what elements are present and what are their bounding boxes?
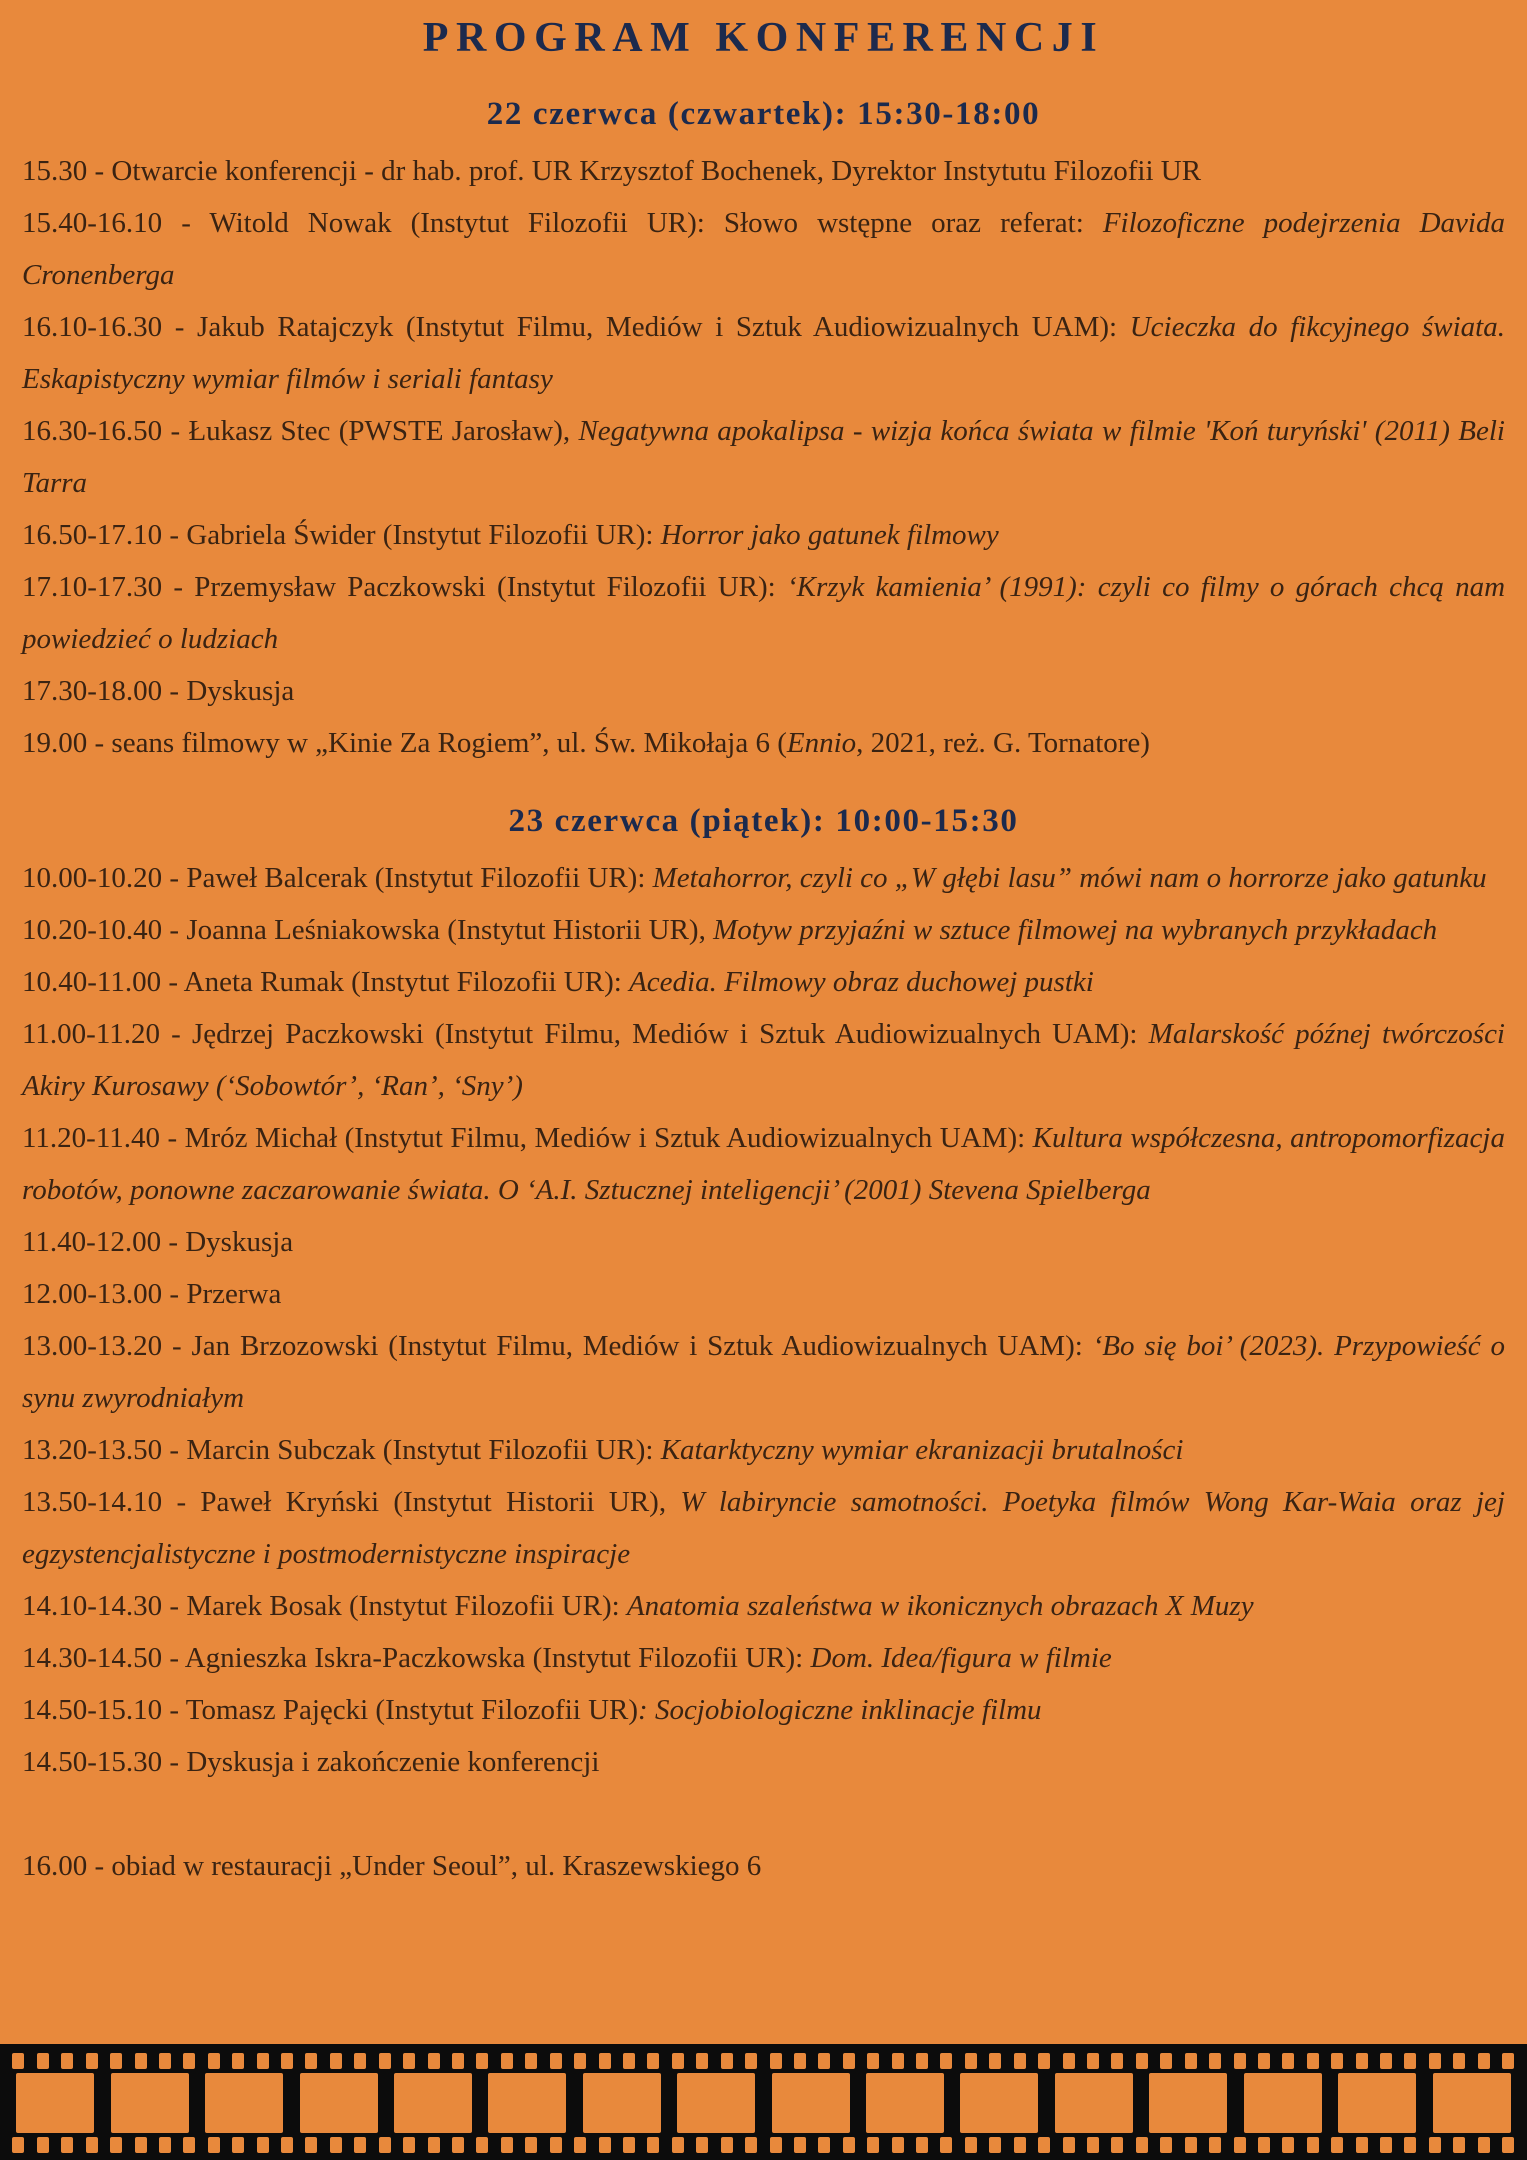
film-frames — [0, 2073, 1527, 2133]
film-sprocket-hole — [1502, 2053, 1514, 2069]
program-entry — [22, 1268, 1505, 1320]
entry-regular-text: 11.40-12.00 - Dyskusja — [22, 1226, 294, 1258]
entry-regular-text: 17.10-17.30 - Przemysław Paczkowski (Instytut Filozofii UR): — [22, 571, 787, 603]
film-sprocket-hole — [379, 2053, 391, 2069]
film-frame — [300, 2073, 378, 2133]
film-sprocket-hole — [501, 2053, 513, 2069]
entry-title-text: Kultura współczesna, antropomorfizacja robotów, ponowne zaczarowanie świata. O ‘A.I. Sztucznej inteligencji’ (2001) Stevena Spielberga — [22, 1122, 1505, 1206]
film-sprocket-hole — [1160, 2053, 1172, 2069]
film-sprocket-hole — [1478, 2053, 1490, 2069]
film-sprocket-hole — [647, 2053, 659, 2069]
entry-regular-text: 11.20-11.40 - Mróz Michał (Instytut Filmu, Mediów i Sztuk Audiowizualnych UAM): — [22, 1122, 1033, 1154]
film-sprocket-hole — [818, 2137, 830, 2153]
day-section-friday — [22, 769, 1505, 1788]
program-entry — [22, 1112, 1505, 1216]
day-heading-friday: 23 czerwca (piątek): 10:00-15:30 — [508, 803, 1019, 839]
film-sprocket-hole — [892, 2137, 904, 2153]
film-sprocket-hole — [892, 2053, 904, 2069]
film-sprocket-hole — [379, 2137, 391, 2153]
program-entry — [22, 717, 1505, 769]
film-sprocket-hole — [1038, 2053, 1050, 2069]
film-sprocket-hole — [623, 2053, 635, 2069]
film-sprocket-hole — [403, 2053, 415, 2069]
film-sprocket-hole — [1282, 2137, 1294, 2153]
film-sprocket-hole — [12, 2053, 24, 2069]
film-sprocket-hole — [770, 2137, 782, 2153]
program-entry — [22, 1216, 1505, 1268]
film-sprocket-hole — [1404, 2053, 1416, 2069]
film-sprocket-hole — [12, 2137, 24, 2153]
film-frame — [1244, 2073, 1322, 2133]
entry-regular-text: 10.40-11.00 - Aneta Rumak (Instytut Filozofii UR): — [22, 966, 630, 998]
film-frame — [960, 2073, 1038, 2133]
film-sprocket-hole — [1380, 2137, 1392, 2153]
entry-title-text: Ennio — [786, 727, 857, 759]
film-sprocket-hole — [1111, 2137, 1123, 2153]
entry-regular-text: 11.00-11.20 - Jędrzej Paczkowski (Instytut Filmu, Mediów i Sztuk Audiowizualnych UAM): — [22, 1018, 1149, 1050]
film-frame — [1338, 2073, 1416, 2133]
film-sprocket-hole — [257, 2053, 269, 2069]
film-sprocket-hole — [1331, 2137, 1343, 2153]
film-sprocket-hole — [794, 2137, 806, 2153]
film-sprocket-hole — [1453, 2137, 1465, 2153]
entry-regular-text: 13.50-14.10 - Paweł Kryński (Instytut Historii UR), — [22, 1486, 681, 1518]
entry-title-text: ‘Bo się boi’ (2023). Przypowieść o synu zwyrodniałym — [22, 1330, 1505, 1414]
film-sprocket-hole — [721, 2137, 733, 2153]
film-sprocket-hole — [1111, 2053, 1123, 2069]
schedule-list-friday — [22, 852, 1505, 1788]
film-sprocket-hole — [476, 2137, 488, 2153]
entry-regular-text: 14.50-15.30 - Dyskusja i zakończenie konferencji — [22, 1746, 600, 1778]
program-entry — [22, 1476, 1505, 1580]
entry-regular-text: 15.30 - Otwarcie konferencji - dr hab. prof. UR Krzysztof Bochenek, Dyrektor Instytutu Filozofii UR — [22, 155, 1202, 187]
program-entry — [22, 1632, 1505, 1684]
film-sprocket-hole — [330, 2137, 342, 2153]
film-sprocket-hole — [867, 2137, 879, 2153]
film-sprocket-hole — [574, 2137, 586, 2153]
film-sprocket-hole — [1331, 2053, 1343, 2069]
film-sprocket-hole — [745, 2053, 757, 2069]
film-sprocket-hole — [452, 2137, 464, 2153]
program-entry — [22, 904, 1505, 956]
film-sprocket-hole — [721, 2053, 733, 2069]
film-sprocket-hole — [989, 2053, 1001, 2069]
film-sprocket-hole — [1136, 2137, 1148, 2153]
film-sprocket-hole — [599, 2053, 611, 2069]
film-sprocket-hole — [1478, 2137, 1490, 2153]
entry-regular-text: 14.30-14.50 - Agnieszka Iskra-Paczkowska (Instytut Filozofii UR): — [22, 1642, 811, 1674]
film-sprockets-top — [0, 2053, 1527, 2069]
film-sprocket-hole — [257, 2137, 269, 2153]
film-sprocket-hole — [1160, 2137, 1172, 2153]
film-sprocket-hole — [428, 2053, 440, 2069]
film-frame — [16, 2073, 94, 2133]
entry-regular-text: 19.00 - seans filmowy w „Kinie Za Rogiem”, ul. Św. Mikołaja 6 ( — [22, 727, 787, 759]
film-sprocket-hole — [1038, 2137, 1050, 2153]
film-sprocket-hole — [745, 2137, 757, 2153]
film-sprocket-hole — [183, 2053, 195, 2069]
film-sprocket-hole — [428, 2137, 440, 2153]
day-section-thursday — [22, 62, 1505, 769]
film-sprocket-hole — [1453, 2053, 1465, 2069]
film-sprocket-hole — [1063, 2137, 1075, 2153]
film-sprocket-hole — [1429, 2137, 1441, 2153]
film-sprocket-hole — [1209, 2053, 1221, 2069]
film-frame — [1055, 2073, 1133, 2133]
entry-title-text: Filozoficzne podejrzenia Davida Cronenberga — [22, 207, 1505, 291]
film-sprocket-hole — [281, 2053, 293, 2069]
film-sprocket-hole — [135, 2053, 147, 2069]
film-sprockets-bottom — [0, 2137, 1527, 2153]
film-sprocket-hole — [647, 2137, 659, 2153]
entry-title-text: Metahorror, czyli co „W głębi lasu” mówi nam o horrorze jako gatunku — [652, 862, 1487, 894]
film-frame — [772, 2073, 850, 2133]
film-sprocket-hole — [965, 2053, 977, 2069]
film-sprocket-hole — [550, 2137, 562, 2153]
film-frame — [1149, 2073, 1227, 2133]
entry-regular-text: 13.00-13.20 - Jan Brzozowski (Instytut Filmu, Mediów i Sztuk Audiowizualnych UAM): — [22, 1330, 1093, 1362]
film-sprocket-hole — [1356, 2137, 1368, 2153]
film-sprocket-hole — [183, 2137, 195, 2153]
program-entry — [22, 561, 1505, 665]
film-frame — [1433, 2073, 1511, 2133]
entry-title-text: Negatywna apokalipsa - wizja końca świata w filmie 'Koń turyński' (2011) Beli Tarra — [22, 415, 1505, 499]
film-sprocket-hole — [794, 2053, 806, 2069]
film-sprocket-hole — [159, 2053, 171, 2069]
film-sprocket-hole — [37, 2137, 49, 2153]
film-frame — [677, 2073, 755, 2133]
film-sprocket-hole — [696, 2053, 708, 2069]
program-entry — [22, 665, 1505, 717]
film-sprocket-hole — [818, 2053, 830, 2069]
film-sprocket-hole — [989, 2137, 1001, 2153]
film-sprocket-hole — [159, 2137, 171, 2153]
film-sprocket-hole — [354, 2053, 366, 2069]
entry-title-text: Motyw przyjaźni w sztuce filmowej na wybranych przykładach — [713, 914, 1438, 946]
entry-title-text: : Socjobiologiczne inklinacje filmu — [638, 1694, 1042, 1726]
film-frame — [205, 2073, 283, 2133]
film-sprocket-hole — [330, 2053, 342, 2069]
film-sprocket-hole — [232, 2137, 244, 2153]
film-sprocket-hole — [1356, 2053, 1368, 2069]
film-sprocket-hole — [525, 2137, 537, 2153]
film-sprocket-hole — [1307, 2137, 1319, 2153]
film-sprocket-hole — [61, 2137, 73, 2153]
entry-title-text: Horror jako gatunek filmowy — [660, 519, 999, 551]
entry-title-text: Acedia. Filmowy obraz duchowej pustki — [629, 966, 1094, 998]
page-title: PROGRAM KONFERENCJI — [422, 15, 1105, 61]
film-sprocket-hole — [525, 2053, 537, 2069]
film-sprocket-hole — [843, 2137, 855, 2153]
film-sprocket-hole — [1087, 2053, 1099, 2069]
entry-regular-text: 12.00-13.00 - Przerwa — [22, 1278, 282, 1310]
film-sprocket-hole — [110, 2053, 122, 2069]
film-sprocket-hole — [1185, 2053, 1197, 2069]
film-sprocket-hole — [452, 2053, 464, 2069]
film-sprocket-hole — [916, 2137, 928, 2153]
film-sprocket-hole — [1014, 2053, 1026, 2069]
entry-title-text: Dom. Idea/figura w filmie — [810, 1642, 1112, 1674]
entry-regular-text: 17.30-18.00 - Dyskusja — [22, 675, 295, 707]
film-frame — [111, 2073, 189, 2133]
program-entry — [22, 301, 1505, 405]
program-entry — [22, 1684, 1505, 1736]
entry-title-text: Ucieczka do fikcyjnego świata. Eskapistyczny wymiar filmów i seriali fantasy — [22, 311, 1505, 395]
film-sprocket-hole — [1209, 2137, 1221, 2153]
entry-title-text: Katarktyczny wymiar ekranizacji brutalności — [660, 1434, 1184, 1466]
film-sprocket-hole — [1234, 2053, 1246, 2069]
entry-regular-text: 16.30-16.50 - Łukasz Stec (PWSTE Jarosław), — [22, 415, 579, 447]
film-sprocket-hole — [696, 2137, 708, 2153]
entry-regular-text: 10.20-10.40 - Joanna Leśniakowska (Instytut Historii UR), — [22, 914, 714, 946]
film-sprocket-hole — [305, 2137, 317, 2153]
film-sprocket-hole — [281, 2137, 293, 2153]
film-sprocket-hole — [965, 2137, 977, 2153]
film-sprocket-hole — [501, 2137, 513, 2153]
film-sprocket-hole — [1380, 2053, 1392, 2069]
film-sprocket-hole — [135, 2137, 147, 2153]
film-sprocket-hole — [1258, 2137, 1270, 2153]
program-entry — [22, 145, 1505, 197]
film-frame — [583, 2073, 661, 2133]
film-sprocket-hole — [1307, 2053, 1319, 2069]
film-sprocket-hole — [86, 2053, 98, 2069]
program-entry — [22, 1424, 1505, 1476]
film-sprocket-hole — [476, 2053, 488, 2069]
film-sprocket-hole — [1429, 2053, 1441, 2069]
film-sprocket-hole — [1136, 2053, 1148, 2069]
film-sprocket-hole — [867, 2053, 879, 2069]
entry-regular-text: 16.10-16.30 - Jakub Ratajczyk (Instytut Filmu, Mediów i Sztuk Audiowizualnych UAM): — [22, 311, 1130, 343]
film-sprocket-hole — [354, 2137, 366, 2153]
film-frame — [488, 2073, 566, 2133]
film-sprocket-hole — [1185, 2137, 1197, 2153]
day-heading-thursday: 22 czerwca (czwartek): 15:30-18:00 — [486, 96, 1041, 132]
program-entry — [22, 852, 1505, 904]
film-sprocket-hole — [86, 2137, 98, 2153]
film-frame — [394, 2073, 472, 2133]
film-sprocket-hole — [1014, 2137, 1026, 2153]
film-sprocket-hole — [1087, 2137, 1099, 2153]
film-sprocket-hole — [623, 2137, 635, 2153]
program-entry — [22, 405, 1505, 509]
film-sprocket-hole — [916, 2053, 928, 2069]
film-strip-decoration — [0, 2044, 1527, 2160]
film-sprocket-hole — [843, 2053, 855, 2069]
film-sprocket-hole — [208, 2053, 220, 2069]
film-sprocket-hole — [599, 2137, 611, 2153]
entry-regular-text: 14.50-15.10 - Tomasz Pajęcki (Instytut Filozofii UR) — [22, 1694, 639, 1726]
program-entry — [22, 1736, 1505, 1788]
program-entry — [22, 197, 1505, 301]
film-sprocket-hole — [672, 2053, 684, 2069]
film-sprocket-hole — [770, 2053, 782, 2069]
schedule-list-thursday — [22, 145, 1505, 769]
film-sprocket-hole — [1404, 2137, 1416, 2153]
entry-regular-text: 10.00-10.20 - Paweł Balcerak (Instytut Filozofii UR): — [22, 862, 653, 894]
entry-regular-text: 14.10-14.30 - Marek Bosak (Instytut Filozofii UR): — [22, 1590, 627, 1622]
film-sprocket-hole — [940, 2137, 952, 2153]
film-sprocket-hole — [1234, 2137, 1246, 2153]
film-sprocket-hole — [574, 2053, 586, 2069]
film-sprocket-hole — [305, 2053, 317, 2069]
entry-title-text: Anatomia szaleństwa w ikonicznych obrazach X Muzy — [626, 1590, 1254, 1622]
film-sprocket-hole — [208, 2137, 220, 2153]
film-sprocket-hole — [403, 2137, 415, 2153]
film-sprocket-hole — [1502, 2137, 1514, 2153]
entry-regular-text: , 2021, reż. G. Tornatore) — [856, 727, 1150, 759]
entry-regular-text: 13.20-13.50 - Marcin Subczak (Instytut Filozofii UR): — [22, 1434, 661, 1466]
film-sprocket-hole — [110, 2137, 122, 2153]
film-sprocket-hole — [1063, 2053, 1075, 2069]
program-entry — [22, 956, 1505, 1008]
entry-title-text: Malarskość późnej twórczości Akiry Kurosawy (‘Sobowtór’, ‘Ran’, ‘Sny’) — [22, 1018, 1505, 1102]
film-sprocket-hole — [37, 2053, 49, 2069]
program-entry — [22, 1580, 1505, 1632]
film-sprocket-hole — [672, 2137, 684, 2153]
program-entry — [22, 1320, 1505, 1424]
dinner-info: 16.00 - obiad w restauracji „Under Seoul”, ul. Kraszewskiego 6 — [22, 1850, 762, 1882]
film-sprocket-hole — [61, 2053, 73, 2069]
film-sprocket-hole — [1258, 2053, 1270, 2069]
program-entry — [22, 509, 1505, 561]
entry-title-text: W labiryncie samotności. Poetyka filmów Wong Kar-Waia oraz jej egzystencjalistyczne i postmodernistyczne inspiracje — [22, 1486, 1505, 1570]
film-sprocket-hole — [1282, 2053, 1294, 2069]
entry-regular-text: 16.50-17.10 - Gabriela Świder (Instytut Filozofii UR): — [22, 519, 661, 551]
entry-title-text: ‘Krzyk kamienia’ (1991): czyli co filmy o górach chcą nam powiedzieć o ludziach — [22, 571, 1506, 655]
entry-regular-text: 15.40-16.10 - Witold Nowak (Instytut Filozofii UR): Słowo wstępne oraz referat: — [22, 207, 1103, 239]
film-sprocket-hole — [940, 2053, 952, 2069]
film-sprocket-hole — [550, 2053, 562, 2069]
program-entry — [22, 1008, 1505, 1112]
film-sprocket-hole — [232, 2053, 244, 2069]
film-frame — [866, 2073, 944, 2133]
